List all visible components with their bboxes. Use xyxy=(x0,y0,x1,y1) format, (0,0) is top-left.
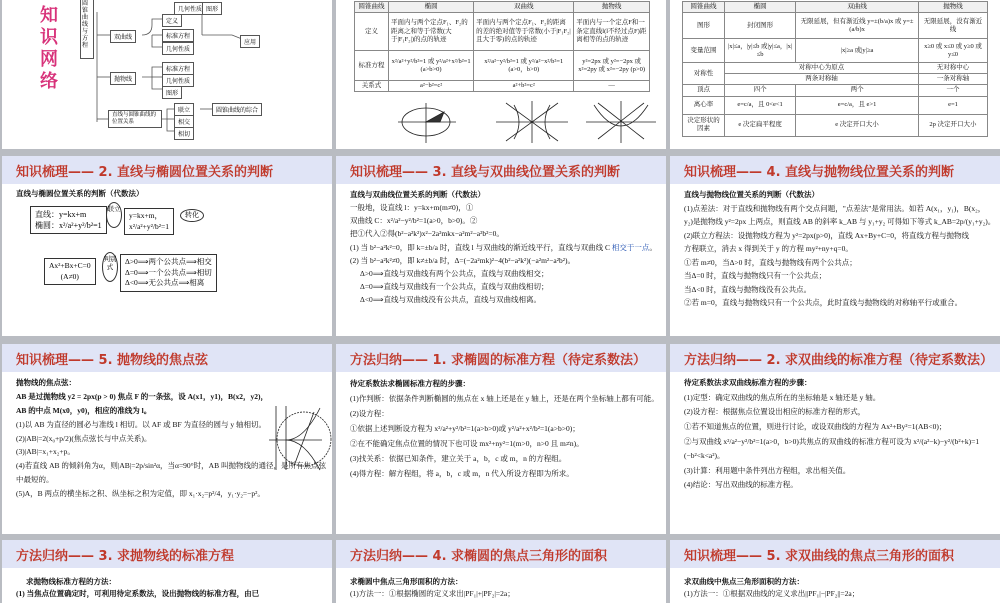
text-line: (4)若直线 AB 的倾斜角为α，则|AB|=2p/sin²α，当α=90°时，AB 叫抛物线的通径，是所有焦点弦 xyxy=(16,461,326,471)
text-line: (5)A，B 两点的横坐标之积、纵坐标之积为定值，即 x₁·x₂=p²/4，y₁·y₂=−p²。 xyxy=(16,489,265,498)
title-char: 知 xyxy=(40,5,58,26)
table-row-label: 定义 xyxy=(355,13,389,51)
slide-title: 知识梳理—— 4. 直线与抛物线位置关系的判断 xyxy=(684,164,955,180)
table-cell: 平面内与两个定点F₁、F₂的距离之和等于常数(大于|F₁F₂|)的点的轨迹 xyxy=(389,13,474,51)
slide-thumbnail-6[interactable] xyxy=(670,156,1000,336)
table-cell: a²−b²=c² xyxy=(389,81,474,92)
map-node: 圆锥曲线的综合 xyxy=(212,103,262,116)
text-line: (2)设方程：根据焦点位置设出相应的标准方程的形式， xyxy=(684,407,866,417)
text-line: 当Δ<0 时，直线与抛物线没有公共点。 xyxy=(684,284,812,294)
map-node: 图形 xyxy=(162,86,182,99)
text-line: (1)方法一：①根据双曲线的定义求出||PF₁|−|PF₂||=2a； xyxy=(684,589,860,598)
slide-thumbnail-12[interactable] xyxy=(670,540,1000,603)
text-line: (2) 当 b²−a²k²≠0，即 k≠±b/a 时，Δ=(−2a²mk)²−4(b²−a²k²)(−a²m²−a²b²)。 xyxy=(350,255,575,265)
table-cell: y²=2px 或 y²=−2px 或 x²=2py 或 x²=−2py (p>0) xyxy=(574,51,650,81)
quadratic-line: (A≠0) xyxy=(60,271,79,281)
table-cell: 平面内与一个定点F和一条定直线l(l不经过点F)距离相等的点的轨迹 xyxy=(574,13,650,51)
system-line: y=kx+m， xyxy=(129,211,163,220)
line-equation: 直线：y=kx+m xyxy=(35,210,87,219)
table-row-label: 离心率 xyxy=(683,96,725,114)
conic-figures xyxy=(336,97,666,147)
case-line: Δ=0⟹一个公共点⟹相切 xyxy=(125,267,212,277)
slide-title: 知识梳理—— 2. 直线与椭圆位置关系的判断 xyxy=(16,164,274,180)
map-node: 几何性质 xyxy=(162,42,194,55)
system-box xyxy=(124,208,174,235)
table-header: 双曲线 xyxy=(474,2,574,13)
table-cell: 四个 xyxy=(725,85,796,96)
map-node: 双曲线 xyxy=(110,30,136,43)
table-row-label: 决定形状的因素 xyxy=(683,114,725,136)
slide-body xyxy=(336,184,666,306)
slide-thumbnail-3[interactable] xyxy=(670,0,1000,149)
slide-title: 知识梳理—— 3. 直线与双曲线位置关系的判断 xyxy=(350,164,621,180)
map-node: 几何性质 xyxy=(174,2,206,15)
table-cell: e 决定扁平程度 xyxy=(725,114,796,136)
table-cell: |x|≤a，|y|≤b 或|y|≤a，|x|≤b xyxy=(725,39,796,63)
table-cell: 无限延展，但有渐近线 y=±(b/a)x 或 y=±(a/b)x xyxy=(796,13,919,39)
properties-table xyxy=(682,1,988,137)
slide-banner xyxy=(2,540,332,568)
slide-body xyxy=(336,568,666,600)
text-line: (2)联立方程法：设抛物线方程为 y²=2px(p>0)，直线 Ax+By+C=0，将直线方程与抛物线 xyxy=(684,230,970,240)
text-line: AB 的中点 M(x0，y0)，相应的准线为 l。 xyxy=(16,405,152,415)
text-line: Δ<0⟹直线与双曲线没有公共点，直线与双曲线相离。 xyxy=(360,295,542,304)
text-line: (1) 当 b²−a²k²=0，即 k=±b/a 时，直线 l 与双曲线的渐近线平行，直线与双曲线 C 相交于一点。 xyxy=(350,242,657,252)
focal-chord-figure xyxy=(264,402,324,472)
table-cell: 对称中心为原点 xyxy=(725,63,919,74)
text-line: (1) 当焦点位置确定时，可利用待定系数法，设出抛物线的标准方程，由已 xyxy=(16,589,260,598)
slide-title: 方法归纳—— 2. 求双曲线的标准方程（待定系数法） xyxy=(684,352,994,368)
table-cell: x²/a²+y²/b²=1 或 y²/a²+x²/b²=1 (a>b>0) xyxy=(389,51,474,81)
slide-thumbnail-10[interactable] xyxy=(2,540,332,603)
slide-title: 知识梳理—— 5. 求双曲线的焦点三角形的面积 xyxy=(684,548,955,564)
slide-body xyxy=(2,184,332,200)
map-spine-label: 圆锥曲线与方程 xyxy=(82,1,89,49)
slide-thumbnail-4[interactable] xyxy=(2,156,332,336)
text-line: 双曲线 C：x²/a²−y²/b²=1(a>0，b>0)。② xyxy=(350,216,478,226)
map-node: 几何性质 xyxy=(162,74,194,87)
table-header: 抛物线 xyxy=(918,2,987,13)
text-line: Δ>0⟹直线与双曲线有两个公共点，直线与双曲线相交； xyxy=(360,268,549,278)
slide-body xyxy=(2,568,332,600)
case-line: Δ>0⟹两个公共点⟹相交 xyxy=(125,257,212,266)
map-node: 相交 xyxy=(174,115,194,128)
highlight-text: 相交于一点 xyxy=(611,242,650,252)
slide-thumbnail-9[interactable] xyxy=(670,344,1000,534)
slide-body xyxy=(336,372,666,481)
map-node: 应用 xyxy=(240,35,260,48)
definition-table xyxy=(354,1,650,92)
map-node: 抛物线 xyxy=(110,72,136,85)
table-cell: 封闭图形 xyxy=(725,13,796,39)
text-line: ①依据上述判断设方程为 x²/a²+y²/b²=1(a>b>0)或 y²/a²+x²/b²=1(a>b>0)； xyxy=(350,424,580,433)
slide-thumbnail-5[interactable] xyxy=(336,156,666,336)
slide-body xyxy=(670,568,1000,600)
slide-banner xyxy=(336,156,666,184)
slide-title: 方法归纳—— 3. 求抛物线的标准方程 xyxy=(16,548,235,564)
table-header: 椭圆 xyxy=(389,2,474,13)
slide-thumbnail-11[interactable] xyxy=(336,540,666,603)
slide-banner xyxy=(336,344,666,372)
text-line: (1)方法一：①根据椭圆的定义求出|PF₁|+|PF₂|=2a； xyxy=(350,589,515,598)
connect-oval: 联立 xyxy=(106,202,122,228)
slide-banner xyxy=(670,156,1000,184)
text-line: (3)|AB|=x₁+x₂+p。 xyxy=(16,447,75,457)
title-char: 络 xyxy=(40,71,58,92)
table-cell: e=c/a，且 e>1 xyxy=(796,96,919,114)
slide-banner xyxy=(2,344,332,372)
table-cell: 两条对称轴 xyxy=(725,74,919,85)
text-line: 一般地，设直线 l：y=kx+m(m≠0)，① xyxy=(350,203,474,213)
text-line: 抛物线的焦点弦： xyxy=(16,378,76,387)
table-cell: 无对称中心 xyxy=(918,63,987,74)
title-char: 识 xyxy=(40,27,58,48)
transform-oval: 转化 xyxy=(180,209,204,222)
text-line: 把①代入②得(b²−a²k²)x²−2a²mkx−a²m²−a²b²=0。 xyxy=(350,229,504,239)
map-node: 标准方程 xyxy=(162,62,194,75)
quadratic-line: Ax²+Bx+C=0 xyxy=(49,261,91,270)
quadratic-box xyxy=(44,258,96,285)
table-row-label: 对称性 xyxy=(683,63,725,85)
slide-thumbnail-1[interactable] xyxy=(2,0,332,149)
text-line: Δ=0⟹直线与双曲线有一个公共点，直线与双曲线相切； xyxy=(360,281,549,291)
table-cell: 两个 xyxy=(796,85,919,96)
table-header: 抛物线 xyxy=(574,2,650,13)
slide-banner xyxy=(670,344,1000,372)
text-line: AB 是过抛物线 y2 = 2px(p > 0) 焦点 F 的一条弦，设 A(x1，y1)，B(x2，y2)， xyxy=(16,391,269,401)
map-node: 标准方程 xyxy=(162,29,194,42)
table-header: 椭圆 xyxy=(725,2,796,13)
table-cell: e=1 xyxy=(918,96,987,114)
table-cell: e 决定开口大小 xyxy=(796,114,919,136)
ellipse-equation: 椭圆：x²/a²+y²/b²=1 xyxy=(35,221,102,231)
text-line: 方程联立，消去 x 得到关于 y 的方程 my²+ny+q=0。 xyxy=(684,244,853,253)
map-node: 定义 xyxy=(162,14,182,27)
text-line: (1)点差法：对于直线和抛物线有两个交点问题，"点差法"是常用法。如若 A(x₁，y₁)，B(x₂， xyxy=(684,203,986,213)
text-line: 待定系数法求椭圆标准方程的步骤： xyxy=(350,379,470,388)
slide-banner xyxy=(670,540,1000,568)
text-line: ②在不能确定焦点位置的情况下也可设 mx²+ny²=1(m>0，n>0 且 m≠n)。 xyxy=(350,439,584,448)
slide-banner xyxy=(2,156,332,184)
slide-title: 方法归纳—— 4. 求椭圆的焦点三角形的面积 xyxy=(350,548,608,564)
text-line: (−b²<k<a²)。 xyxy=(684,451,725,461)
slide-subtitle: 直线与椭圆位置关系的判断（代数法） xyxy=(16,189,144,198)
table-header: 双曲线 xyxy=(796,2,919,13)
table-cell: |x|≥a 或|y|≥a xyxy=(796,39,919,63)
table-cell: 2p 决定开口大小 xyxy=(918,114,987,136)
text-line: (1)以 AB 为直径的圆必与准线 l 相切。以 AF 或 BF 为直径的圆与 y 轴相切。 xyxy=(16,419,267,429)
case-line: Δ<0⟹无公共点⟹相离 xyxy=(125,278,205,287)
text-line: ①若不知道焦点的位置，则进行讨论，或设双曲线的方程为 Ax²+By²=1(AB<0)； xyxy=(684,421,947,431)
table-cell: 无限延展，没有渐近线 xyxy=(918,13,987,39)
map-node: 联立 xyxy=(174,103,194,116)
cases-box xyxy=(120,254,217,292)
table-cell: x≥0 或 x≤0 或 y≥0 或 y≤0 xyxy=(918,39,987,63)
text-line: (2)|AB|=2(x₀+p/2)(焦点弦长与中点关系)。 xyxy=(16,433,152,443)
slide-banner xyxy=(336,540,666,568)
slide-body xyxy=(670,184,1000,310)
given-box xyxy=(30,206,107,234)
slide-thumbnail-8[interactable] xyxy=(336,344,666,534)
table-cell: e=c/a，且 0<e<1 xyxy=(725,96,796,114)
text-line: (3)找关系：依据已知条件，建立关于 a，b，c 或 m，n 的方程组。 xyxy=(350,454,567,463)
map-node: 直线与圆锥曲线的位置关系 xyxy=(108,110,162,128)
map-node: 相切 xyxy=(174,127,194,140)
table-row-label: 图形 xyxy=(683,13,725,39)
text-line: (4)结论：写出双曲线的标准方程。 xyxy=(684,480,798,490)
table-cell: 平面内与两个定点F₁、F₂的距离的差的绝对值等于常数(小于|F₁F₂|且大于零)的点的轨迹 xyxy=(474,13,574,51)
table-row-label: 变量范围 xyxy=(683,39,725,63)
text-line: 求抛物线标准方程的方法： xyxy=(26,577,116,586)
map-spine xyxy=(80,0,94,59)
slide-thumbnail-2[interactable] xyxy=(336,0,666,149)
text-line: (2)设方程： xyxy=(350,409,389,418)
text-line: 直线与双曲线位置关系的判断（代数法） xyxy=(350,190,485,199)
system-line: x²/a²+y²/b²=1 xyxy=(129,221,169,231)
table-header: 圆锥曲线 xyxy=(355,2,389,13)
text-line: (3)计算：利用题中条件列出方程组，求出相关值。 xyxy=(684,465,851,475)
text-line: 求椭圆中焦点三角形面积的方法： xyxy=(350,577,463,586)
map-node: 图形 xyxy=(202,2,222,15)
text-line: 求双曲线中焦点三角形面积的方法： xyxy=(684,577,804,586)
table-cell: x²/a²−y²/b²=1 或 y²/a²−x²/b²=1 (a>0，b>0) xyxy=(474,51,574,81)
judge-oval: 判别式 xyxy=(102,252,118,282)
slide-title: 方法归纳—— 1. 求椭圆的标准方程（待定系数法） xyxy=(350,352,647,368)
slide-body xyxy=(670,372,1000,493)
slide-thumbnail-7[interactable] xyxy=(2,344,332,534)
slide-title: 知识梳理—— 5. 抛物线的焦点弦 xyxy=(16,352,209,368)
table-cell: 一条对称轴 xyxy=(918,74,987,85)
table-row-label: 标准方程 xyxy=(355,51,389,81)
text-line: 当Δ=0 时，直线与抛物线只有一个公共点； xyxy=(684,271,827,280)
text-line: 直线与抛物线位置关系的判断（代数法） xyxy=(684,190,819,199)
table-header: 圆锥曲线 xyxy=(683,2,725,13)
table-cell: a²+b²=c² xyxy=(474,81,574,92)
text-line: (4)得方程：解方程组，将 a，b，c 或 m，n 代入所设方程即为所求。 xyxy=(350,469,574,478)
table-cell: 一个 xyxy=(918,85,987,96)
text-line: ②若 m=0，直线与抛物线只有一个公共点，此时直线与抛物线的对称轴平行或重合。 xyxy=(684,298,963,307)
text-line: ①若 m≠0，当Δ>0 时，直线与抛物线有两个公共点； xyxy=(684,257,857,267)
table-row-label: 关系式 xyxy=(355,81,389,92)
text-line: (1)定型：确定双曲线的焦点所在的坐标轴是 x 轴还是 y 轴。 xyxy=(684,392,881,402)
text-line: 中最短的。 xyxy=(16,475,54,485)
text-line: (1)作判断：依据条件判断椭圆的焦点在 x 轴上还是在 y 轴上，还是在两个坐标轴上都有可能。 xyxy=(350,394,659,403)
text-line: 待定系数法求双曲线标准方程的步骤： xyxy=(684,378,812,387)
text-line: y₂)是抛物线 y²=2px 上两点，则直线 AB 的斜率 k_AB 与 y₁+y₂ 可得如下等式 k_AB=2p/(y₁+y₂)。 xyxy=(684,217,996,226)
table-row-label: 顶点 xyxy=(683,85,725,96)
text-line: ②与双曲线 x²/a²−y²/b²=1(a>0，b>0)共焦点的双曲线的标准方程可设为 x²/(a²−k)−y²/(b²+k)=1 xyxy=(684,436,980,446)
title-char: 网 xyxy=(40,49,58,70)
table-cell: — xyxy=(574,81,650,92)
